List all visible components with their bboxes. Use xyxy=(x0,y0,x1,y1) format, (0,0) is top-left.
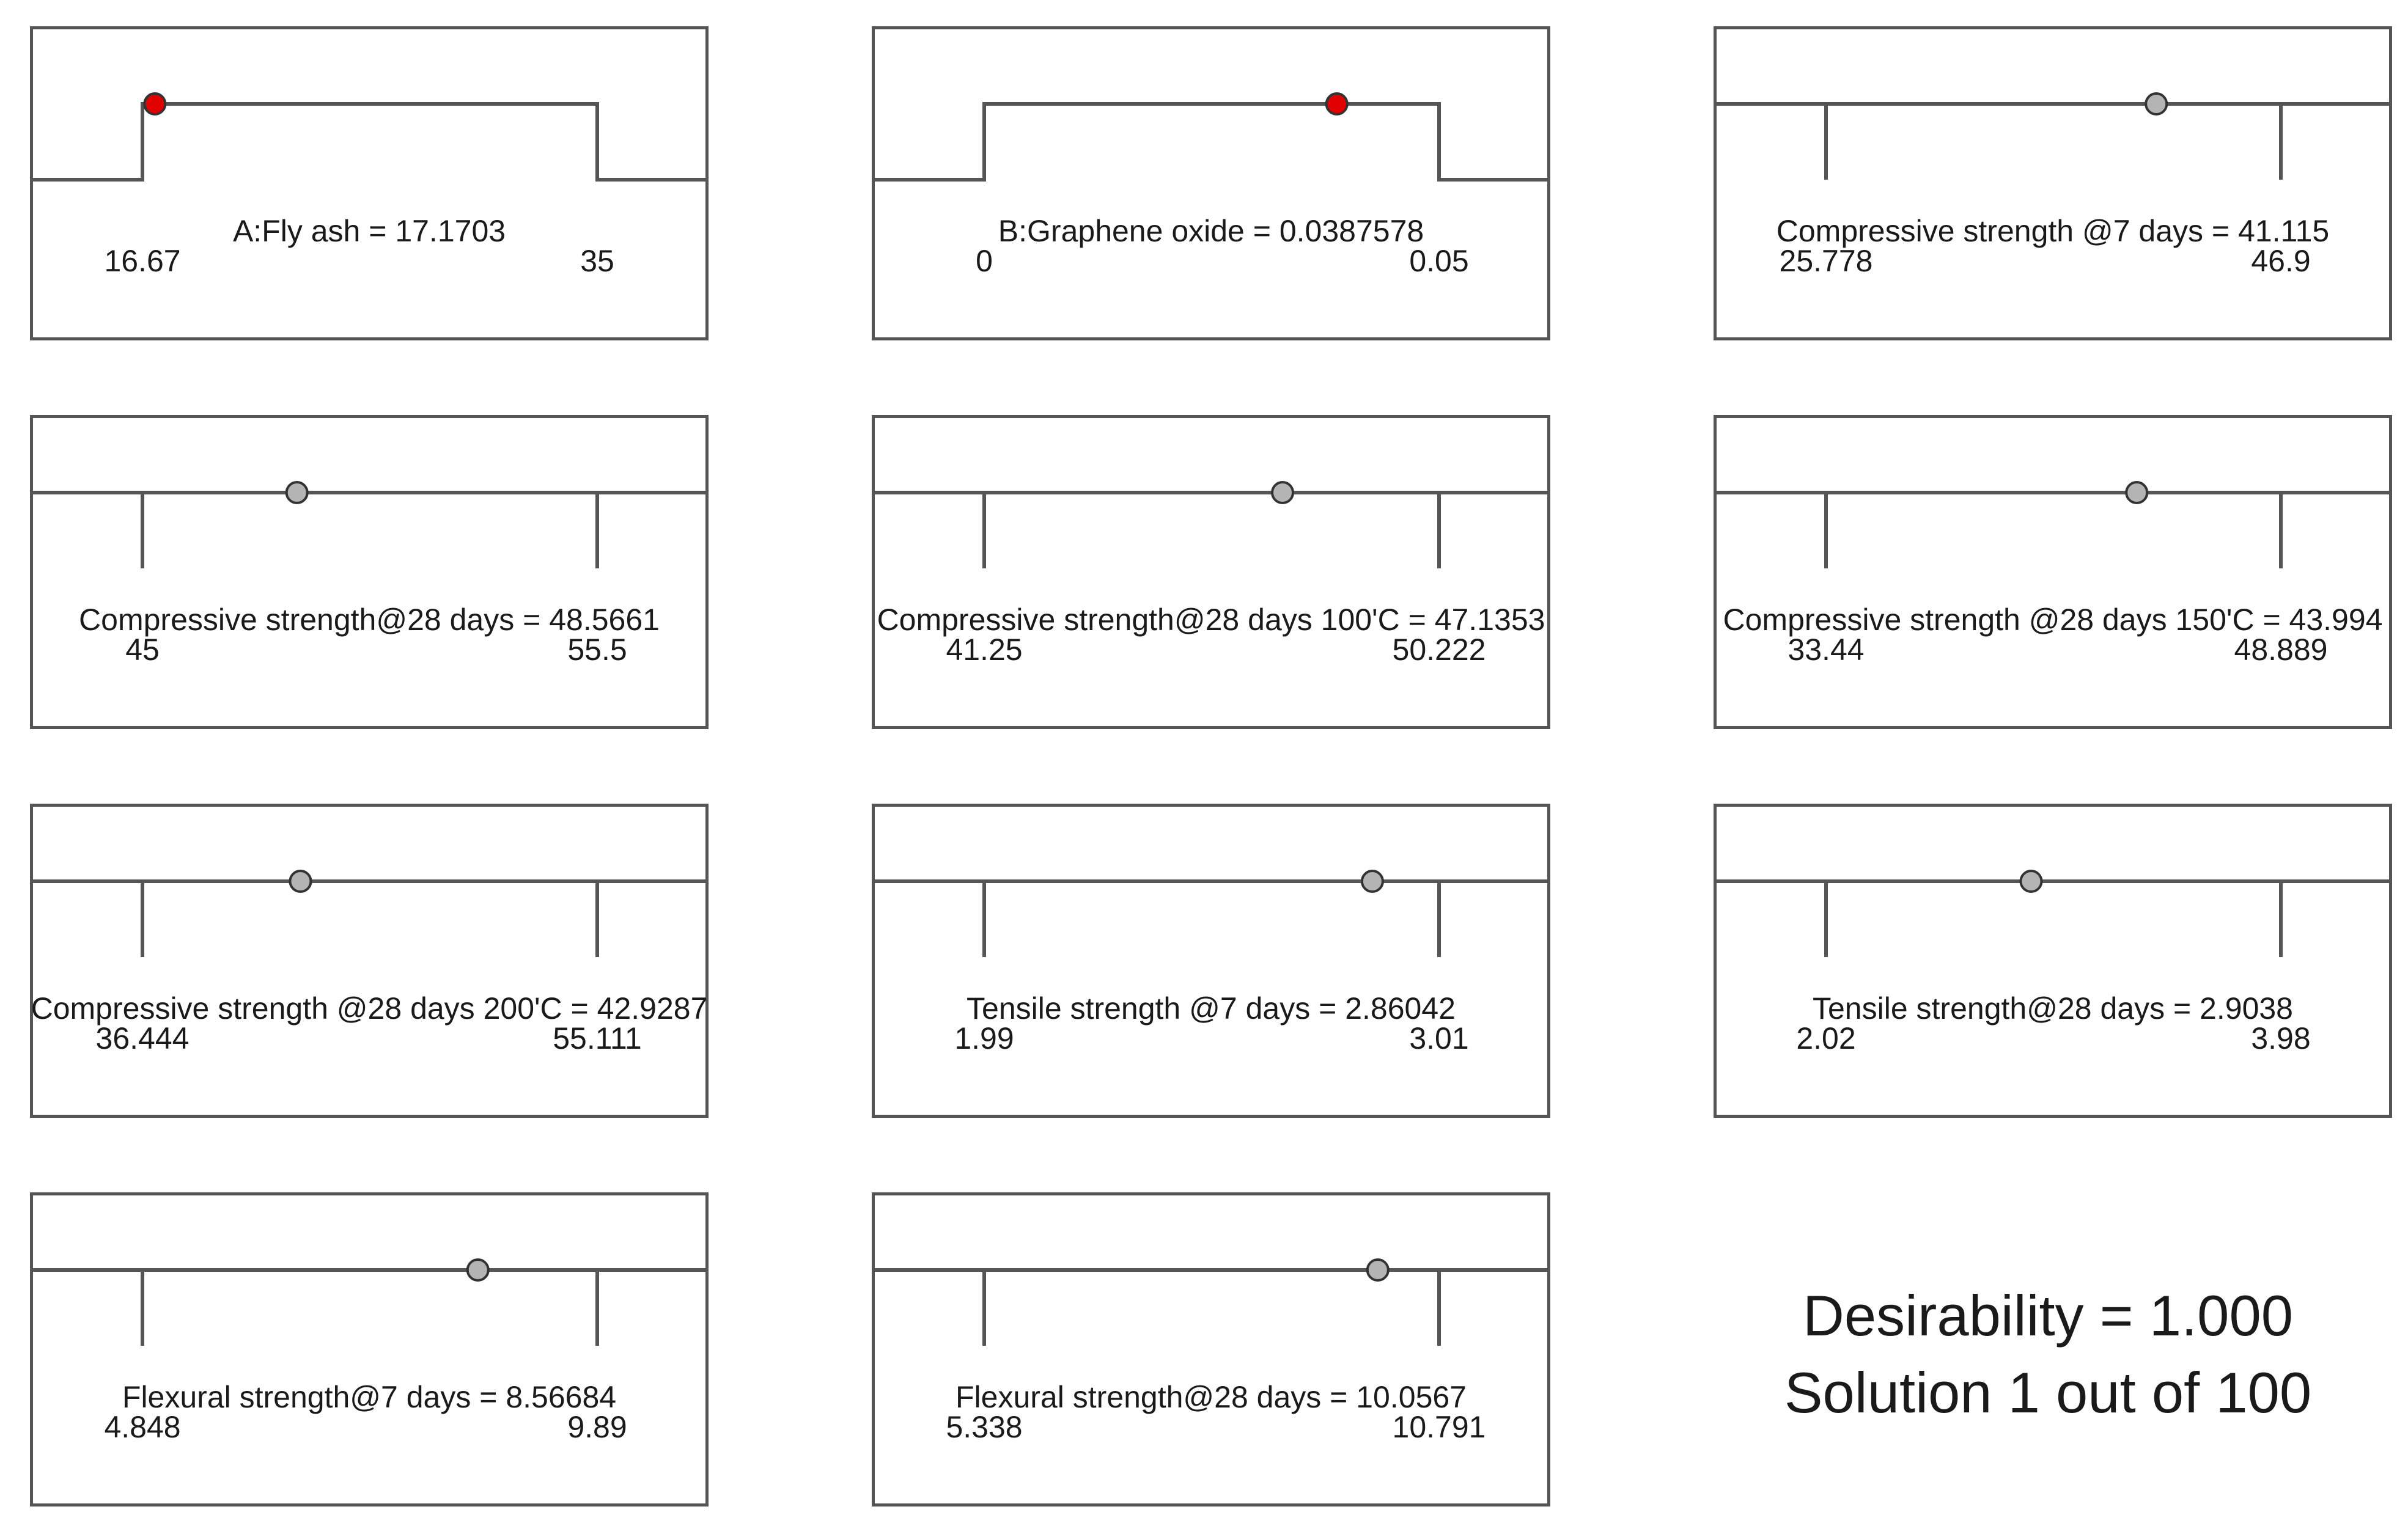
ramp-plot xyxy=(31,416,708,728)
low-limit-label: 16.67 xyxy=(104,244,181,278)
ramp-plot xyxy=(872,804,1550,1117)
ramp-label: Tensile strength@28 days = 2.9038 xyxy=(1813,991,2293,1026)
ramp-panel xyxy=(872,804,1550,1117)
high-limit-label: 3.01 xyxy=(1409,1021,1469,1055)
ramp-plot xyxy=(1714,27,2391,340)
response-prediction-point xyxy=(287,482,307,503)
panel-frame xyxy=(1715,806,2391,1117)
panel-frame xyxy=(874,806,1549,1117)
high-limit-label: 55.111 xyxy=(553,1021,642,1055)
panel-frame xyxy=(1715,417,2391,728)
high-limit-label: 9.89 xyxy=(567,1410,627,1444)
solution-summary xyxy=(1712,1277,2384,1431)
response-prediction-point xyxy=(1368,1260,1388,1280)
low-limit-label: 33.44 xyxy=(1788,633,1865,667)
low-limit-label: 0 xyxy=(976,244,993,278)
ramp-label: Compressive strength@28 days = 48.5661 xyxy=(79,603,660,637)
desirability-text: Desirability = 1.000 xyxy=(1802,1283,2294,1348)
ramp-panel xyxy=(872,1193,1550,1506)
ramp-panel xyxy=(1714,416,2391,728)
factor-setting-point xyxy=(144,94,165,114)
low-limit-label: 1.99 xyxy=(954,1021,1014,1055)
high-limit-label: 35 xyxy=(580,244,614,278)
low-limit-label: 2.02 xyxy=(1796,1021,1856,1055)
ramp-plot xyxy=(872,27,1550,340)
panel-frame xyxy=(32,1194,707,1505)
response-prediction-point xyxy=(2020,871,2041,892)
ramp-label: Flexural strength@7 days = 8.56684 xyxy=(122,1380,617,1414)
response-prediction-point xyxy=(2126,482,2147,503)
high-limit-label: 3.98 xyxy=(2251,1021,2311,1055)
low-limit-label: 41.25 xyxy=(946,633,1023,667)
high-limit-label: 46.9 xyxy=(2251,244,2311,278)
response-prediction-point xyxy=(290,871,311,892)
ramp-plot xyxy=(872,416,1550,728)
high-limit-label: 55.5 xyxy=(567,633,627,667)
ramp-plot xyxy=(31,1193,708,1506)
low-limit-label: 45 xyxy=(125,633,160,667)
ramp-label: A:Fly ash = 17.1703 xyxy=(232,214,506,248)
ramp-panel xyxy=(872,416,1550,728)
factor-range-line xyxy=(872,104,1550,180)
ramp-panel xyxy=(1714,804,2391,1117)
low-limit-label: 36.444 xyxy=(95,1021,190,1055)
panel-frame xyxy=(874,28,1549,339)
panel-frame xyxy=(32,28,707,339)
high-limit-label: 0.05 xyxy=(1409,244,1469,278)
solution-text: Solution 1 out of 100 xyxy=(1784,1360,2312,1425)
ramp-label: Compressive strength@28 days 100'C = 47.1353 xyxy=(877,603,1545,637)
ramp-panel xyxy=(31,1193,708,1506)
ramp-panel xyxy=(1714,27,2391,340)
ramp-label: Tensile strength @7 days = 2.86042 xyxy=(967,991,1456,1026)
ramp-plot xyxy=(1714,416,2391,728)
ramp-panel xyxy=(31,804,708,1117)
factor-range-line xyxy=(31,104,708,180)
ramp-panel xyxy=(31,416,708,728)
ramp-label: B:Graphene oxide = 0.0387578 xyxy=(998,214,1424,248)
ramp-label: Compressive strength @28 days 150'C = 43.994 xyxy=(1723,603,2383,637)
ramp-label: Flexural strength@28 days = 10.0567 xyxy=(955,1380,1467,1414)
high-limit-label: 10.791 xyxy=(1392,1410,1486,1444)
response-prediction-point xyxy=(1272,482,1293,503)
ramp-plot xyxy=(31,804,708,1117)
ramp-panel xyxy=(31,27,708,340)
panel-frame xyxy=(32,806,707,1117)
factor-setting-point xyxy=(1327,94,1347,114)
panel-frame xyxy=(32,417,707,728)
ramp-plot xyxy=(31,27,708,340)
ramp-plot xyxy=(872,1193,1550,1506)
ramp-label: Compressive strength @7 days = 41.115 xyxy=(1776,214,2330,248)
low-limit-label: 4.848 xyxy=(104,1410,181,1444)
panel-frame xyxy=(874,1194,1549,1505)
high-limit-label: 48.889 xyxy=(2234,633,2328,667)
ramp-panel xyxy=(872,27,1550,340)
response-prediction-point xyxy=(468,1260,488,1280)
ramp-plot xyxy=(1714,804,2391,1117)
high-limit-label: 50.222 xyxy=(1392,633,1486,667)
ramp-label: Compressive strength @28 days 200'C = 42.9287 xyxy=(31,991,708,1026)
panel-frame xyxy=(1715,28,2391,339)
low-limit-label: 25.778 xyxy=(1779,244,1873,278)
low-limit-label: 5.338 xyxy=(946,1410,1023,1444)
response-prediction-point xyxy=(1362,871,1383,892)
response-prediction-point xyxy=(2146,94,2167,114)
panel-frame xyxy=(874,417,1549,728)
